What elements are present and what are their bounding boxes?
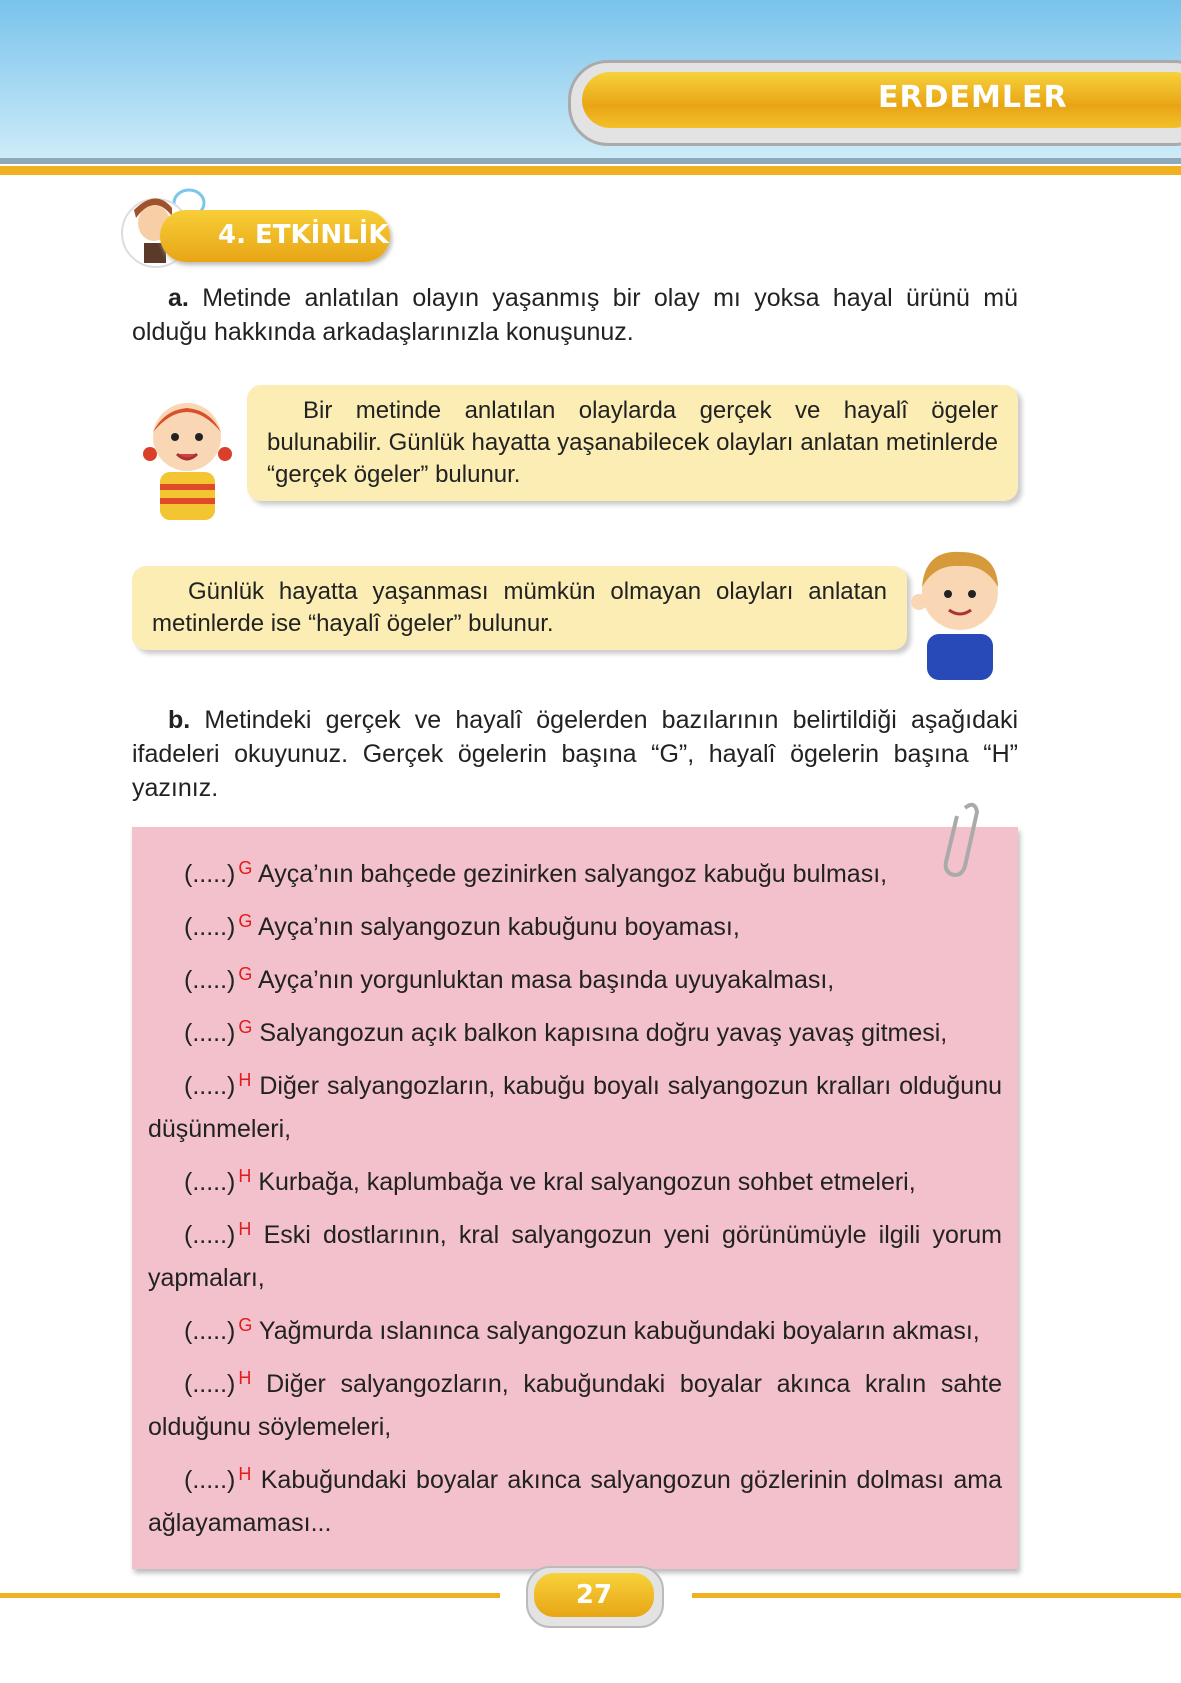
part-a-letter: a. [168, 284, 189, 312]
answer-mark: H [238, 1166, 252, 1186]
answer-blank[interactable] [184, 1221, 251, 1249]
statement-text: Ayça’nın salyangozun kabuğunu boyaması, [257, 913, 740, 941]
statement-item [148, 1453, 1002, 1545]
answer-blank[interactable] [184, 860, 252, 888]
footer-line [0, 1593, 500, 1598]
blank-dots: (.....) [184, 860, 236, 888]
statement-text: Diğer salyangozların, kabuğu boyalı salyangozun kralları olduğunu düşünmeleri, [148, 1072, 1002, 1143]
statement-text: Kurbağa, kaplumbağa ve kral salyangozun sohbet etmeleri, [258, 1168, 916, 1196]
statement-text: Ayça’nın bahçede gezinirken salyangoz kabuğu bulması, [257, 860, 888, 888]
statement-text: Diğer salyangozların, kabuğundaki boyalar akınca kralın sahte olduğunu söylemeleri, [148, 1370, 1002, 1441]
paperclip-icon [935, 800, 985, 880]
divider [0, 166, 1181, 175]
statement-item [148, 1304, 1002, 1353]
answer-mark: G [238, 911, 253, 931]
info-bubble-imaginary: Günlük hayatta yaşanması mümkün olmayan olayları anlatan metinlerde ise “hayalî ögeler” bulunur. [132, 566, 907, 650]
statement-text: Kabuğundaki boyalar akınca salyangozun gözlerinin dolması ama ağlayamaması... [148, 1466, 1003, 1537]
answer-mark: H [238, 1070, 252, 1090]
statement-item [148, 953, 1002, 1002]
statement-item [148, 900, 1002, 949]
answer-blank[interactable] [184, 1370, 251, 1398]
answer-mark: H [238, 1368, 252, 1388]
answer-mark: H [238, 1219, 252, 1239]
statement-item [148, 1059, 1002, 1151]
answer-blank[interactable] [184, 1317, 252, 1345]
blank-dots: (.....) [184, 1072, 236, 1100]
answer-mark: G [238, 1315, 253, 1335]
blank-dots: (.....) [184, 1466, 236, 1494]
part-b-text: Metindeki gerçek ve hayalî ögelerden bazılarının belirtildiği aşağıdaki ifadeleri okuyunuz. Gerçek ögelerin başına “G”, hayalî ögelerin başına “H” yazınız. [132, 706, 1018, 802]
blank-dots: (.....) [184, 966, 236, 994]
footer-line [692, 1593, 1181, 1598]
answer-card [132, 827, 1018, 1569]
answer-mark: G [238, 964, 253, 984]
girl-character-icon [130, 392, 245, 522]
answer-mark: H [238, 1464, 252, 1484]
statement-item [148, 847, 1002, 896]
answer-mark: G [238, 858, 253, 878]
blank-dots: (.....) [184, 913, 236, 941]
blank-dots: (.....) [184, 1370, 236, 1398]
answer-blank[interactable] [184, 1019, 252, 1047]
boy-character-icon [905, 542, 1020, 682]
part-a-paragraph [132, 281, 1018, 349]
statement-text: Salyangozun açık balkon kapısına doğru yavaş yavaş gitmesi, [259, 1019, 948, 1047]
blank-dots: (.....) [184, 1019, 236, 1047]
statement-item [148, 1357, 1002, 1449]
statement-item [148, 1155, 1002, 1204]
answer-blank[interactable] [184, 966, 252, 994]
blank-dots: (.....) [184, 1317, 236, 1345]
answer-blank[interactable] [184, 913, 252, 941]
answer-blank[interactable] [184, 1168, 251, 1196]
divider [0, 158, 1181, 164]
info-bubble-real: Bir metinde anlatılan olaylarda gerçek ve hayalî ögeler bulunabilir. Günlük hayatta yaşanabilecek olayları anlatan metinlerde “gerçek ögeler” bulunur. [247, 385, 1018, 501]
part-a-text: Metinde anlatılan olayın yaşanmış bir olay mı yoksa hayal ürünü mü olduğu hakkında arkadaşlarınızla konuşunuz. [132, 284, 1018, 346]
answer-blank[interactable] [184, 1466, 251, 1494]
unit-title: ERDEMLER [878, 80, 1068, 115]
activity-label: 4. ETKİNLİK [218, 220, 389, 250]
part-b-letter: b. [168, 706, 191, 734]
blank-dots: (.....) [184, 1168, 236, 1196]
statement-item [148, 1006, 1002, 1055]
answer-blank[interactable] [184, 1072, 251, 1100]
statement-text: Eski dostlarının, kral salyangozun yeni görünümüyle ilgili yorum yapmaları, [148, 1221, 1002, 1292]
answer-mark: G [238, 1017, 253, 1037]
page-number: 27 [534, 1573, 654, 1617]
statement-text: Ayça’nın yorgunluktan masa başında uyuyakalması, [257, 966, 835, 994]
statement-item [148, 1208, 1002, 1300]
part-b-paragraph [132, 703, 1018, 805]
statement-text: Yağmurda ıslanınca salyangozun kabuğundaki boyaların akması, [258, 1317, 980, 1345]
blank-dots: (.....) [184, 1221, 236, 1249]
